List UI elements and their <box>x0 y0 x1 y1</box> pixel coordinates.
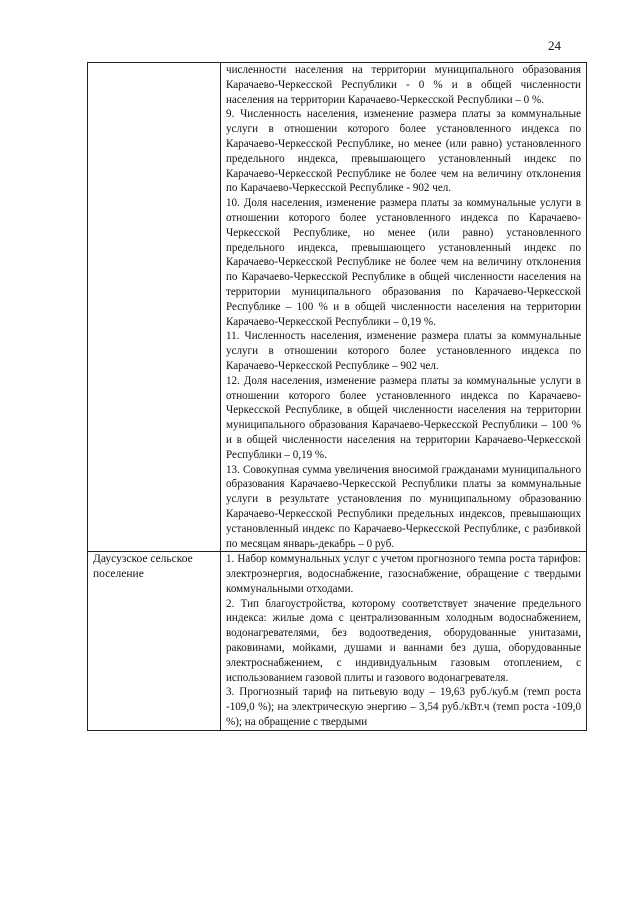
paragraph: численности населения на территории муниципального образования Карачаево-Черкесской Республики - 0 % и в общей численности населения на территории Карачаево-Черкесской Республики – 0 %. <box>226 64 581 106</box>
paragraph: 13. Совокупная сумма увеличения вносимой гражданами муниципального образования Карачаево-Черкесской Республики платы за коммунальные услуги в результате установления по муниципальному образованию Карачаево-Черкесской Республики предельных индексов, превышающих установленный индекс по Карачаево-Черкесской Республике, с разбивкой по месяцам январь-декабрь – 0 руб. <box>226 463 581 550</box>
page-number: 24 <box>548 38 561 53</box>
table-row <box>88 552 587 731</box>
row-content <box>221 552 587 731</box>
paragraph: 1. Набор коммунальных услуг с учетом прогнозного темпа роста тарифов: электроэнергия, водоснабжение, газоснабжение, обращение с твердыми коммунальными отходами. <box>226 553 581 595</box>
row-label <box>88 63 221 552</box>
paragraph: 10. Доля населения, изменение размера платы за коммунальные услуги в отношении которого более установленного индекса по Карачаево-Черкесской Республике, но менее (или равно) установленного предельного индекса, превышающего установленный индекс по Карачаево-Черкесской Республике не более чем на величину отклонения по Карачаево-Черкесской Республике в общей численности населения на территории муниципального образования по Карачаево-Черкесской Республике – 100 % и в общей численности населения на территории Карачаево-Черкесской Республики – 0,19 %. <box>226 197 581 328</box>
paragraph: 11. Численность населения, изменение размера платы за коммунальные услуги в отношении которого более установленного индекса по Карачаево-Черкесской Республике – 902 чел. <box>226 330 581 372</box>
paragraph: 12. Доля населения, изменение размера платы за коммунальные услуги в отношении которого более установленного индекса по Карачаево-Черкесской Республике, в общей численности населения на территории муниципального образования Карачаево-Черкесской Республики – 100 % и в общей численности населения на территории Карачаево-Черкесской Республики – 0,19 %. <box>226 374 581 461</box>
row-label: Даусузское сельское поселение <box>88 552 221 731</box>
table-row <box>88 63 587 552</box>
paragraph: 9. Численность населения, изменение размера платы за коммунальные услуги в отношении которого более установленного индекса по Карачаево-Черкесской Республике, но менее (или равно) установленного предельного индекса, превышающего установленный индекс по Карачаево-Черкесской Республике не более чем на величину отклонения по Карачаево-Черкесской Республике - 902 чел. <box>226 108 581 195</box>
content-table <box>87 62 587 731</box>
paragraph: 3. Прогнозный тариф на питьевую воду – 19,63 руб./куб.м (темп роста -109,0 %); на электрическую энергию – 3,54 руб./кВт.ч (темп роста -109,0 %); на обращение с твердыми <box>226 686 581 729</box>
row-content <box>221 63 587 552</box>
paragraph: 2. Тип благоустройства, которому соответствует значение предельного индекса: жилые дома с централизованным холодным водоснабжением, водонагревателями, без водоотведения, оборудованные унитазами, раковинами, мойками, душами и ваннами без душа, оборудованные электроснабжением, с индивидуальным газовым отоплением, с использованием газовой плиты и газового водонагревателя. <box>226 597 581 684</box>
